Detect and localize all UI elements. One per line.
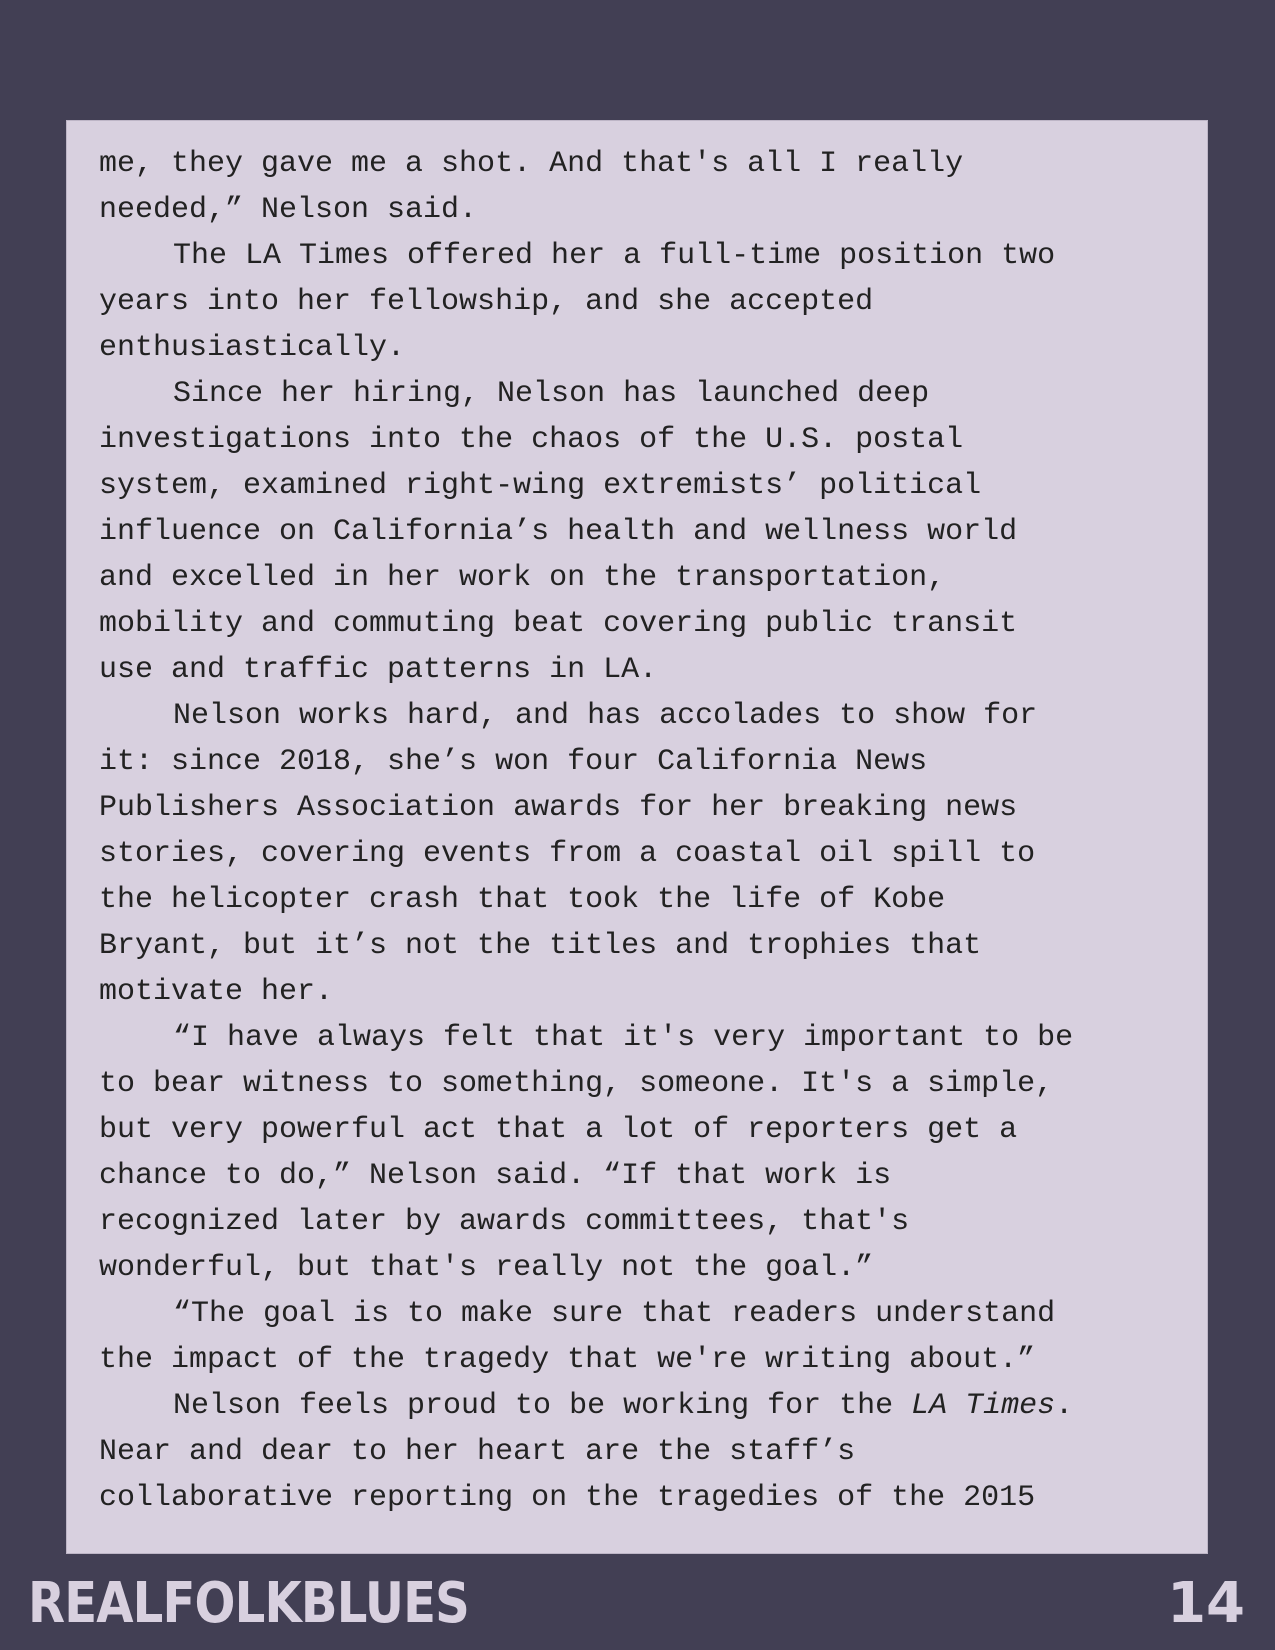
article-line: system, examined right-wing extremists’ political <box>99 469 982 503</box>
publication-name: LA Times <box>911 1389 1056 1423</box>
article-line: Publishers Association awards for her breaking news <box>99 791 1018 825</box>
article-line: wonderful, but that's really not the goal.” <box>99 1251 874 1285</box>
article-line: “The goal is to make sure that readers understand <box>173 1297 1056 1331</box>
article-line: motivate her. <box>99 975 334 1009</box>
article-line: chance to do,” Nelson said. “If that work is <box>99 1159 892 1193</box>
article-line: influence on California’s health and wellness world <box>99 515 1018 549</box>
article-line-punctuation: . <box>1055 1389 1074 1423</box>
article-line: The LA Times offered her a full-time position two <box>173 239 1056 273</box>
article-line: use and traffic patterns in LA. <box>99 653 658 687</box>
article-line: stories, covering events from a coastal oil spill to <box>99 837 1036 871</box>
article-line: Since her hiring, Nelson has launched deep <box>173 377 930 411</box>
article-line: mobility and commuting beat covering public transit <box>99 607 1018 641</box>
article-line: it: since 2018, she’s won four California News <box>99 745 928 779</box>
article-line: Near and dear to her heart are the staff’s <box>99 1435 856 1469</box>
article-line: Bryant, but it’s not the titles and trophies that <box>99 929 982 963</box>
magazine-logo: REALFOLKBLUES <box>28 1571 469 1636</box>
article-line: recognized later by awards committees, that's <box>99 1205 910 1239</box>
article-line <box>99 1383 1199 1429</box>
article-line: “I have always felt that it's very important to be <box>173 1021 1074 1055</box>
article-line: but very powerful act that a lot of reporters get a <box>99 1113 1018 1147</box>
article-line: me, they gave me a shot. And that's all I really <box>99 147 964 181</box>
article-line-text: Nelson feels proud to be working for the <box>173 1389 912 1423</box>
article-line: to bear witness to something, someone. It's a simple, <box>99 1067 1054 1101</box>
article-line: collaborative reporting on the tragedies of the 2015 <box>99 1481 1036 1515</box>
page-number: 14 <box>1167 1571 1245 1636</box>
article-line: years into her fellowship, and she accepted <box>99 285 874 319</box>
article-line: needed,” Nelson said. <box>99 193 478 227</box>
article-line: investigations into the chaos of the U.S. postal <box>99 423 964 457</box>
article-line: the helicopter crash that took the life of Kobe <box>99 883 946 917</box>
article-line: Nelson works hard, and has accolades to show for <box>173 699 1038 733</box>
article-line: enthusiastically. <box>99 331 406 365</box>
article-line: and excelled in her work on the transportation, <box>99 561 946 595</box>
article-line: the impact of the tragedy that we're writing about.” <box>99 1343 1036 1377</box>
article-body <box>99 141 1199 1521</box>
article-page <box>66 120 1208 1554</box>
